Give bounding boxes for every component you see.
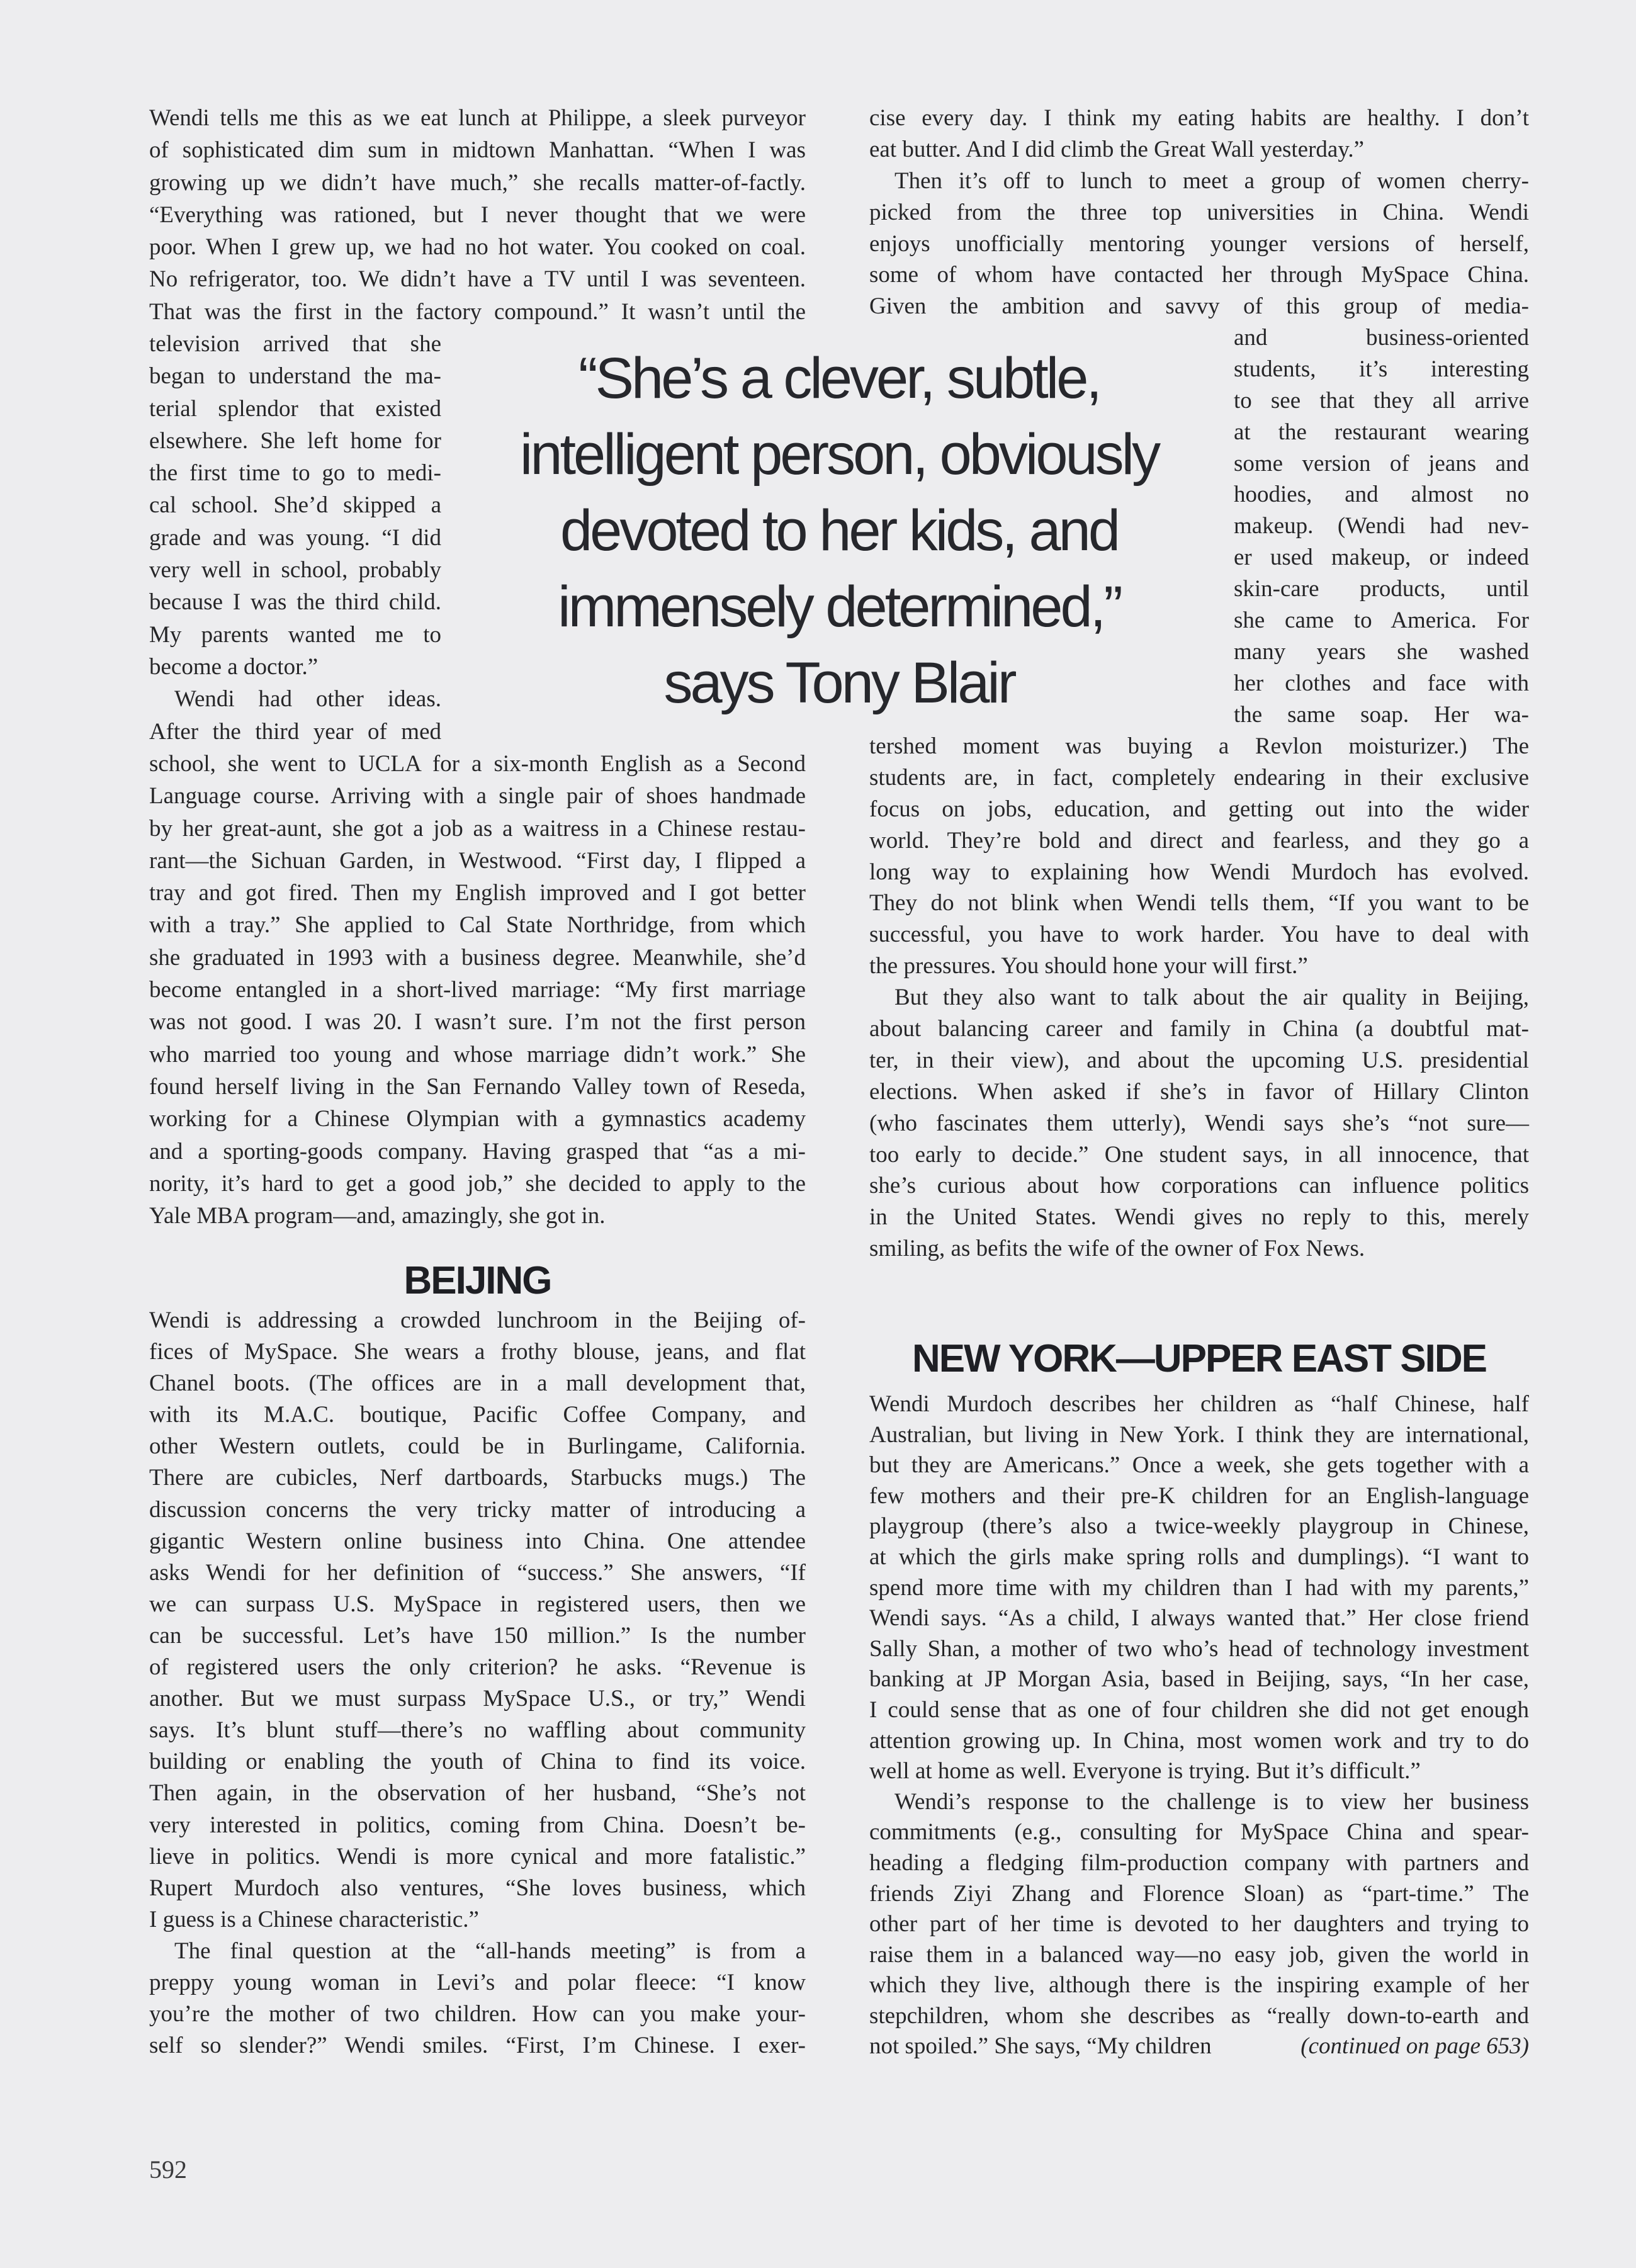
text-line: [149, 522, 441, 554]
text-line: [149, 1683, 806, 1715]
text-line: [149, 360, 441, 392]
text-line: [149, 489, 441, 521]
text-line-content: terial splendor that existed: [149, 395, 441, 422]
text-line: [149, 748, 806, 780]
text-line: [149, 1136, 806, 1168]
text-line-content: Then again, in the observation of her husband, “She’s not: [149, 1780, 806, 1807]
text-line-content: students are, in fact, completely endearing in their exclusive: [869, 764, 1529, 791]
text-line: [149, 942, 806, 974]
text-line-content: Wendi had other ideas.: [174, 686, 441, 713]
text-line-content: says. It’s blunt stuff—there’s no waffling about community: [149, 1717, 806, 1744]
text-line-content: she graduated in 1993 with a business degree. Meanwhile, she’d: [149, 944, 806, 971]
text-line-content: Language course. Arriving with a single pair of shoes handmade: [149, 783, 806, 810]
text-line: [149, 1652, 806, 1683]
text-line: [149, 1200, 806, 1232]
text-line-content: rant—the Sichuan Garden, in Westwood. “First day, I flipped a: [149, 847, 806, 874]
text-line-content: eat butter. And I did climb the Great Wall yesterday.”: [869, 136, 1365, 162]
text-line-content: “Everything was rationed, but I never thought that we were: [149, 201, 806, 228]
text-line: [1234, 479, 1529, 511]
text-line-content: which they live, although there is the inspiring example of her: [869, 1972, 1529, 1999]
text-line-content: working for a Chinese Olympian with a gymnastics academy: [149, 1106, 806, 1132]
text-line-content: er used makeup, or indeed: [1234, 544, 1529, 571]
text-line-content: Sally Shan, a mother of two who’s head of technology investment: [869, 1635, 1529, 1662]
text-line-content: to see that they all arrive: [1234, 387, 1529, 414]
text-line: [149, 845, 806, 877]
text-line-content: Wendi says. “As a child, I always wanted that.” Her close friend: [869, 1605, 1529, 1632]
text-line: [869, 1787, 1529, 1818]
text-line-content: raise them in a balanced way—no easy job, given the world in: [869, 1941, 1529, 1968]
text-line: [1234, 417, 1529, 448]
text-line: [149, 1039, 806, 1071]
text-block-left-beijing: [149, 1305, 806, 2062]
text-line-content: of sophisticated dim sum in midtown Manhattan. “When I was: [149, 137, 806, 164]
text-line: [149, 1999, 806, 2030]
text-line-content: fices of MySpace. She wears a frothy blouse, jeans, and flat: [149, 1339, 806, 1365]
text-line: [1234, 699, 1529, 731]
section-heading-beijing: BEIJING: [403, 1259, 551, 1302]
text-line: [1234, 322, 1529, 354]
text-line: [149, 1168, 806, 1200]
text-line-content: smiling, as befits the wife of the owner of Fox News.: [869, 1236, 1365, 1262]
text-line-content: the first time to go to medi-: [149, 460, 441, 487]
text-line: [869, 825, 1529, 857]
text-line-content: with a tray.” She applied to Cal State Northridge, from which: [149, 912, 806, 939]
text-line: [149, 263, 806, 295]
text-line: [149, 813, 806, 845]
text-line-content: nority, it’s hard to get a good job,” she decided to apply to the: [149, 1170, 806, 1197]
text-line: [869, 166, 1529, 197]
text-line: [149, 1368, 806, 1399]
text-line-content: some version of jeans and: [1234, 450, 1529, 477]
text-line: [149, 1715, 806, 1746]
text-line: [149, 619, 441, 651]
text-line-content: was not good. I was 20. I wasn’t sure. I’m not the first person: [149, 1009, 806, 1035]
text-line: [869, 291, 1529, 322]
text-line-content: gigantic Western online business into China. One attendee: [149, 1528, 806, 1554]
text-line: [869, 1202, 1529, 1233]
text-line: [869, 259, 1529, 291]
text-line-content: who married too young and whose marriage didn’t work.” She: [149, 1041, 806, 1068]
text-line: [149, 1620, 806, 1652]
text-line: [869, 1573, 1529, 1604]
text-line-content: the same soap. Her wa-: [1234, 701, 1529, 728]
text-line: [869, 1664, 1529, 1695]
text-line: [869, 762, 1529, 794]
text-line-content: (who fascinates them utterly), Wendi says she’s “not sure—: [869, 1110, 1529, 1136]
text-line: [869, 1879, 1529, 1910]
text-line: [869, 1481, 1529, 1512]
text-line-content: become a doctor.”: [149, 653, 319, 680]
text-line: [149, 296, 806, 328]
text-line-content: attention growing up. In China, most women work and try to do: [869, 1727, 1529, 1754]
pull-quote-line: devoted to her kids, and: [560, 499, 1118, 563]
text-line: [149, 1006, 806, 1038]
text-block-left-top: [149, 102, 806, 328]
text-line-content: but they are Americans.” Once a week, she gets together with a: [869, 1452, 1529, 1479]
text-line: [869, 1170, 1529, 1202]
text-line: [149, 1336, 806, 1368]
text-line: [149, 1904, 806, 1936]
text-line: [149, 134, 806, 166]
text-line-content: school, she went to UCLA for a six-month English as a Second: [149, 751, 806, 777]
text-block-left-narrow: [149, 328, 441, 748]
text-line-content: Wendi’s response to the challenge is to view her business: [894, 1788, 1529, 1815]
text-line-content: some of whom have contacted her through MySpace China.: [869, 262, 1529, 288]
text-line: [869, 1726, 1529, 1757]
pull-quote-line: intelligent person, obviously: [519, 422, 1159, 487]
text-line-content: playgroup (there’s also a twice-weekly playgroup in Chinese,: [869, 1513, 1529, 1540]
text-line-content: other part of her time is devoted to her daughters and trying to: [869, 1911, 1529, 1938]
text-line-content: I could sense that as one of four children she did not get enough: [869, 1696, 1529, 1723]
pull-quote-line: immensely determined,”: [558, 575, 1120, 639]
text-line: [149, 1494, 806, 1526]
text-line: [869, 1695, 1529, 1726]
text-line-content: asks Wendi for her definition of “success.” She answers, “If: [149, 1559, 806, 1586]
text-line-content: stepchildren, whom she describes as “really down-to-earth and: [869, 2002, 1529, 2029]
text-line: [149, 683, 441, 715]
text-line: [869, 1139, 1529, 1171]
text-line-content: at the restaurant wearing: [1234, 419, 1529, 445]
text-line: [149, 651, 441, 683]
text-line-content: with its M.A.C. boutique, Pacific Coffee Company, and: [149, 1402, 806, 1428]
text-line: [869, 1909, 1529, 1940]
text-line-content: very interested in politics, coming from China. Doesn’t be-: [149, 1812, 806, 1838]
text-line-content: preppy young woman in Levi’s and polar fleece: “I know: [149, 1969, 806, 1995]
text-line-content: heading a fledging film-production company with partners and: [869, 1849, 1529, 1876]
text-line-content: hoodies, and almost no: [1234, 482, 1529, 508]
text-line-content: by her great-aunt, she got a job as a waitress in a Chinese restau-: [149, 815, 806, 842]
text-line: [149, 1071, 806, 1103]
text-line-content: They do not blink when Wendi tells them, “If you want to be: [869, 890, 1529, 917]
pull-quote-attribution: says Tony Blair: [663, 651, 1015, 715]
text-line: [149, 1810, 806, 1841]
text-line-content: But they also want to talk about the air quality in Beijing,: [894, 984, 1529, 1011]
text-line-content: commitments (e.g., consulting for MySpace China and spear-: [869, 1819, 1529, 1846]
text-line-content: focus on jobs, education, and getting out into the wider: [869, 796, 1529, 822]
text-line-content: After the third year of med: [149, 718, 441, 745]
text-line-content: found herself living in the San Fernando Valley town of Reseda,: [149, 1073, 806, 1100]
text-line: [149, 2030, 806, 2062]
text-line-content: Rupert Murdoch also ventures, “She loves business, which: [149, 1875, 806, 1901]
text-line-content: makeup. (Wendi had nev-: [1234, 513, 1529, 539]
text-line-content: and a sporting-goods company. Having grasped that “as a mi-: [149, 1138, 806, 1165]
text-line: [869, 1013, 1529, 1045]
text-line: [149, 425, 441, 457]
text-line-content: cal school. She’d skipped a: [149, 492, 441, 519]
text-line-content: building or enabling the youth of China to find its voice.: [149, 1749, 806, 1775]
text-line-content: many years she washed: [1234, 638, 1529, 665]
text-line: [869, 1848, 1529, 1879]
text-line: [869, 1450, 1529, 1481]
text-line: [869, 919, 1529, 951]
text-line-content: not spoiled.” She says, “My children: [869, 2033, 1212, 2060]
text-line-content: about balancing career and family in China (a doubtful mat-: [869, 1016, 1529, 1042]
text-line-content: grade and was young. “I did: [149, 524, 441, 551]
text-line-content: Wendi tells me this as we eat lunch at Philippe, a sleek purveyor: [149, 105, 806, 131]
text-line: [149, 1589, 806, 1620]
text-line: [1234, 542, 1529, 573]
text-line-content: ter, in their view), and about the upcoming U.S. presidential: [869, 1047, 1529, 1073]
text-line: [149, 1873, 806, 1904]
text-line: [149, 1305, 806, 1336]
text-line: [869, 1420, 1529, 1451]
text-line-content: spend more time with my children than I had with my parents,”: [869, 1574, 1529, 1601]
text-line-content: That was the first in the factory compound.” It wasn’t until the: [149, 298, 806, 325]
text-line: [869, 1542, 1529, 1573]
text-line: [1234, 354, 1529, 385]
text-line-content: her clothes and face with: [1234, 670, 1529, 696]
text-block-right-narrow: [1234, 322, 1529, 731]
text-line-content: other Western outlets, could be in Burlingame, California.: [149, 1433, 806, 1460]
text-line: [149, 1746, 806, 1778]
text-line-content: Chanel boots. (The offices are in a mall development that,: [149, 1370, 806, 1397]
text-line: [149, 102, 806, 134]
text-line: [1234, 448, 1529, 480]
text-line-content: television arrived that she: [149, 331, 441, 357]
text-line: [869, 134, 1529, 166]
text-line: [869, 1511, 1529, 1542]
text-line: [869, 1634, 1529, 1665]
text-line: [149, 328, 441, 360]
text-line-content: Australian, but living in New York. I think they are international,: [869, 1421, 1529, 1448]
text-line-content: long way to explaining how Wendi Murdoch has evolved.: [869, 859, 1529, 885]
text-line-content: another. But we must surpass MySpace U.S., or try,” Wendi: [149, 1686, 806, 1712]
text-line-content: elsewhere. She left home for: [149, 427, 441, 454]
text-block-right-mid: [869, 731, 1529, 1265]
text-line: [149, 1841, 806, 1873]
text-line-content: successful, you have to work harder. You have to deal with: [869, 922, 1529, 948]
text-line-content: the pressures. You should hone your will first.”: [869, 953, 1308, 979]
text-line: [869, 731, 1529, 762]
text-line: [149, 716, 441, 748]
text-line-content: too early to decide.” One student says, in all innocence, that: [869, 1141, 1529, 1168]
text-line: [149, 877, 806, 909]
text-line: [869, 2031, 1529, 2062]
text-line-content: in the United States. Wendi gives no reply to this, merely: [869, 1204, 1529, 1231]
text-line: [149, 1399, 806, 1431]
text-line: [869, 1233, 1529, 1265]
text-line-content: discussion concerns the very tricky matter of introducing a: [149, 1496, 806, 1523]
page-number: 592: [149, 2155, 187, 2184]
pull-quote-line: “She’s a clever, subtle,: [578, 346, 1100, 410]
text-line-content: because I was the third child.: [149, 589, 441, 616]
text-line: [149, 780, 806, 812]
pull-quote: [403, 341, 1275, 721]
text-line-content: Given the ambition and savvy of this group of media-: [869, 293, 1529, 320]
text-line-content: picked from the three top universities in China. Wendi: [869, 199, 1529, 225]
text-line: [149, 393, 441, 425]
text-line-content: enjoys unofficially mentoring younger versions of herself,: [869, 230, 1529, 257]
text-line: [869, 1970, 1529, 2001]
text-line-content: Yale MBA program—and, amazingly, she got in.: [149, 1203, 606, 1229]
text-line-content: you’re the mother of two children. How can you make your-: [149, 2001, 806, 2028]
text-line-content: students, it’s interesting: [1234, 356, 1529, 382]
text-line-content: tray and got fired. Then my English improved and I got better: [149, 880, 806, 906]
text-line: [149, 586, 441, 618]
text-line-content: few mothers and their pre-K children for an English-language: [869, 1482, 1529, 1509]
text-line-content: Wendi Murdoch describes her children as “half Chinese, half: [869, 1391, 1529, 1417]
text-line-content: we can surpass U.S. MySpace in registered users, then we: [149, 1591, 806, 1617]
text-line-content: There are cubicles, Nerf dartboards, Starbucks mugs.) The: [149, 1465, 806, 1491]
text-line: [869, 1817, 1529, 1848]
text-line: [869, 1940, 1529, 1971]
text-line: [1234, 385, 1529, 417]
text-line: [869, 103, 1529, 134]
text-line: [149, 1462, 806, 1494]
text-block-right-top: [869, 103, 1529, 322]
text-line: [869, 1045, 1529, 1076]
text-line-content: No refrigerator, too. We didn’t have a TV until I was seventeen.: [149, 266, 806, 293]
continued-on-page-note: (continued on page 653): [1300, 2033, 1529, 2060]
text-line: [869, 228, 1529, 260]
text-line: [869, 2001, 1529, 2032]
text-line-content: she came to America. For: [1234, 607, 1529, 634]
text-line-content: elections. When asked if she’s in favor of Hillary Clinton: [869, 1078, 1529, 1105]
text-line: [869, 982, 1529, 1013]
text-line: [149, 231, 806, 263]
text-line-content: of registered users the only criterion? he asks. “Revenue is: [149, 1654, 806, 1681]
text-line: [869, 1076, 1529, 1108]
text-line: [1234, 511, 1529, 542]
text-line-content: self so slender?” Wendi smiles. “First, I’m Chinese. I exer-: [149, 2033, 806, 2059]
text-line: [149, 1431, 806, 1462]
text-line-content: tershed moment was buying a Revlon moisturizer.) The: [869, 733, 1529, 759]
text-line-content: The final question at the “all-hands meeting” is from a: [174, 1938, 806, 1964]
text-line: [149, 1103, 806, 1135]
text-line: [869, 951, 1529, 982]
text-line-content: very well in school, probably: [149, 557, 441, 584]
text-line: [869, 857, 1529, 888]
text-line-content: at which the girls make spring rolls and dumplings). “I want to: [869, 1543, 1529, 1570]
text-line-content: cise every day. I think my eating habits are healthy. I don’t: [869, 105, 1529, 131]
text-line: [149, 167, 806, 199]
text-line: [149, 1526, 806, 1557]
text-line: [149, 1967, 806, 1999]
text-line: [149, 1557, 806, 1589]
text-line-content: banking at JP Morgan Asia, based in Beijing, says, “In her case,: [869, 1666, 1529, 1693]
text-line-content: and business-oriented: [1234, 325, 1529, 351]
text-line: [149, 1936, 806, 1967]
text-line-content: I guess is a Chinese characteristic.”: [149, 1906, 479, 1932]
text-line: [869, 1756, 1529, 1787]
text-line: [869, 1389, 1529, 1420]
text-line-content: lieve in politics. Wendi is more cynical and more fatalistic.”: [149, 1843, 806, 1870]
section-heading-new-york: NEW YORK—UPPER EAST SIDE: [911, 1337, 1486, 1380]
text-line-content: growing up we didn’t have much,” she recalls matter-of-factly.: [149, 169, 806, 196]
text-line-content: Then it’s off to lunch to meet a group of women cherry-: [894, 167, 1529, 194]
text-line-content: My parents wanted me to: [149, 621, 441, 648]
text-block-right-newyork: [869, 1389, 1529, 2062]
text-line: [869, 1603, 1529, 1634]
text-line-content: Wendi is addressing a crowded lunchroom in the Beijing of-: [149, 1307, 806, 1333]
text-line: [149, 554, 441, 586]
text-line-content: began to understand the ma-: [149, 363, 441, 390]
text-line: [1234, 636, 1529, 668]
text-line: [1234, 605, 1529, 636]
text-line: [149, 909, 806, 941]
text-line-content: can be successful. Let’s have 150 million.” Is the number: [149, 1622, 806, 1649]
text-line: [869, 888, 1529, 919]
text-line: [1234, 573, 1529, 605]
text-line-content: world. They’re bold and direct and fearless, and they go a: [869, 827, 1529, 854]
text-line: [869, 1108, 1529, 1139]
text-line: [149, 1778, 806, 1809]
text-line: [149, 974, 806, 1006]
text-line-content: poor. When I grew up, we had no hot water. You cooked on coal.: [149, 234, 806, 261]
text-line-content: well at home as well. Everyone is trying. But it’s difficult.”: [869, 1758, 1421, 1785]
text-line-content: she’s curious about how corporations can influence politics: [869, 1173, 1529, 1199]
text-line: [869, 197, 1529, 228]
text-line: [869, 794, 1529, 825]
text-line: [1234, 668, 1529, 699]
text-line-content: friends Ziyi Zhang and Florence Sloan) as “part-time.” The: [869, 1880, 1529, 1907]
text-line-content: skin-care products, until: [1234, 576, 1529, 602]
text-block-left-mid: [149, 748, 806, 1232]
text-line-content: become entangled in a short-lived marriage: “My first marriage: [149, 977, 806, 1003]
text-line: [149, 199, 806, 231]
text-line: [149, 457, 441, 489]
